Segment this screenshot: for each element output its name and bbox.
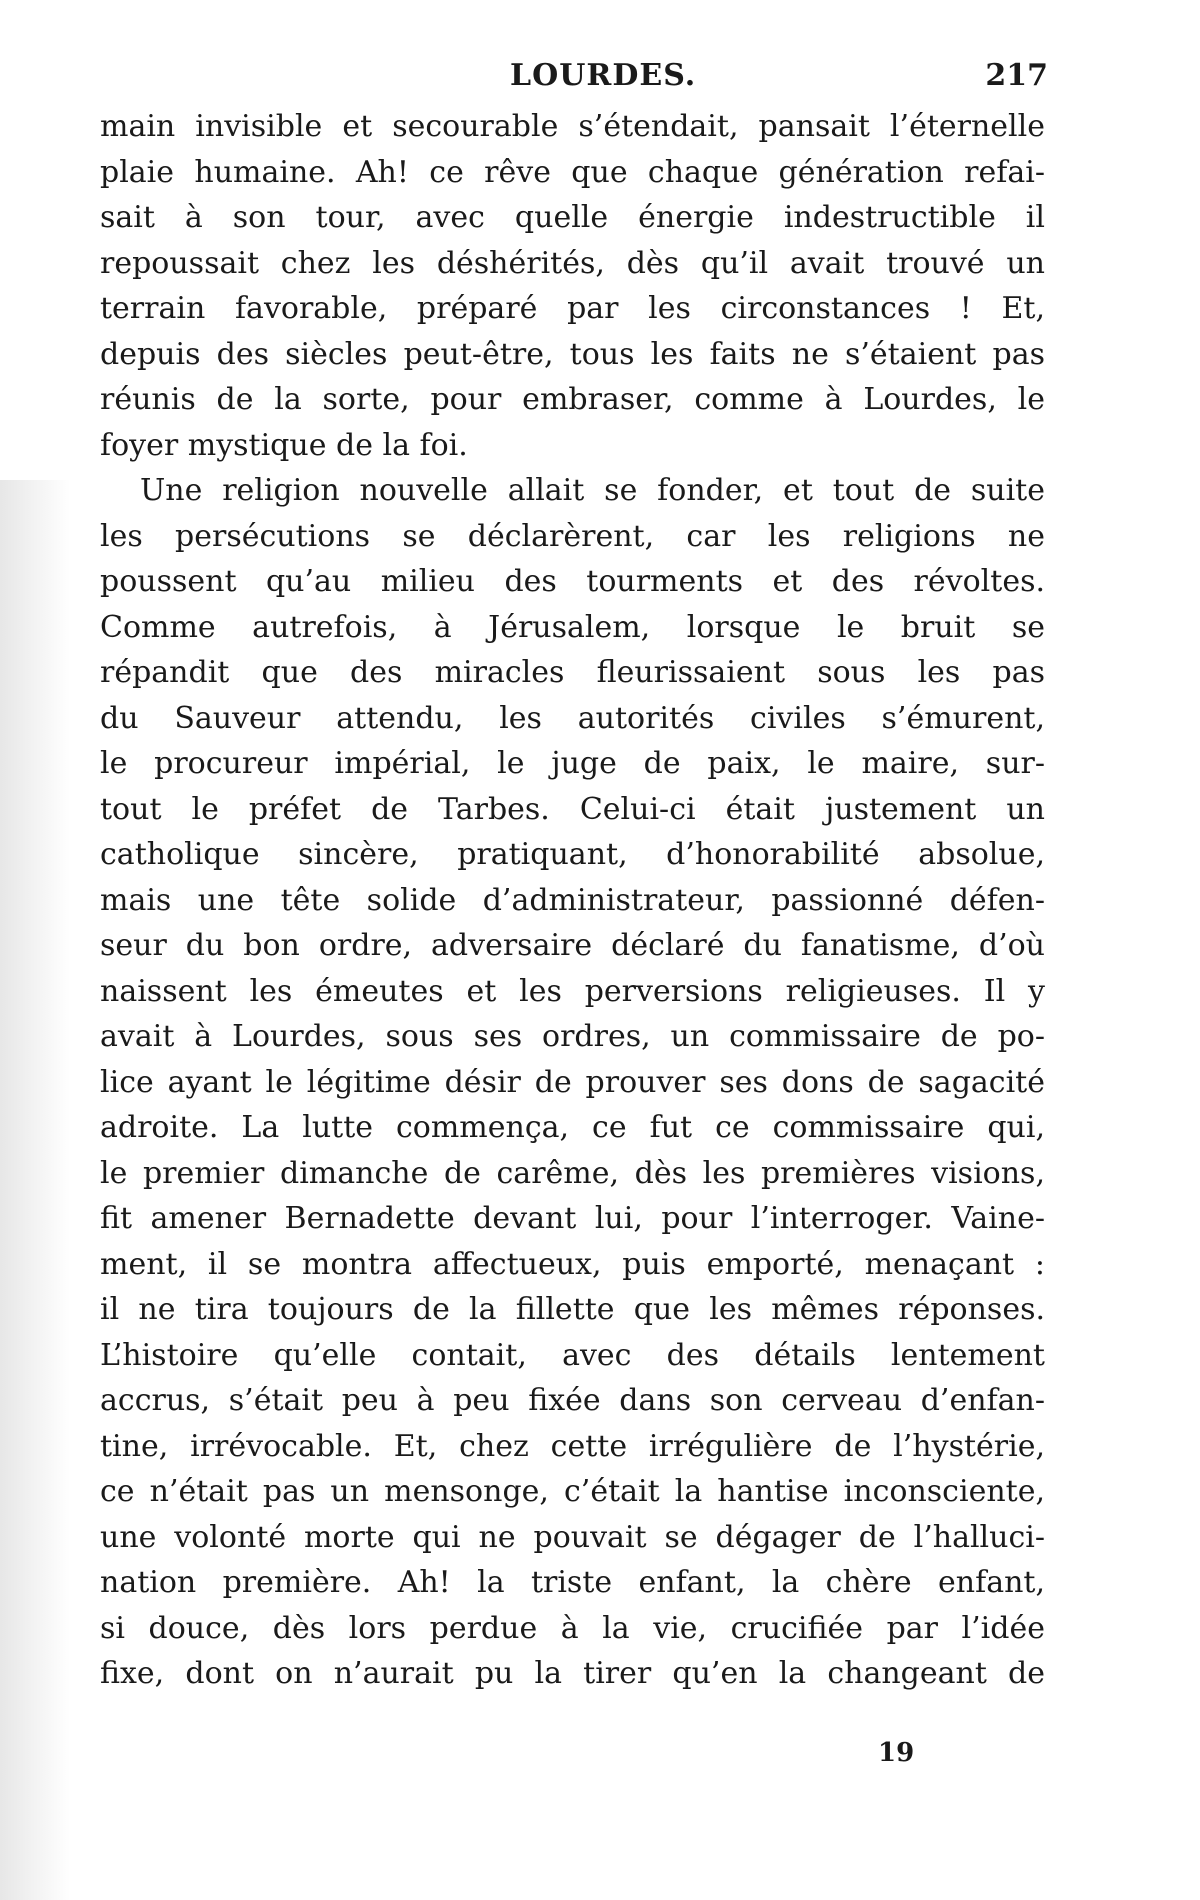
text-line: foyer mystique de la foi.: [100, 427, 468, 463]
text-line: tout le préfet de Tarbes. Celui-ci était justement un: [100, 791, 1045, 827]
text-line: sait à son tour, avec quelle énergie indestructible il: [100, 200, 1045, 235]
text-line: L’histoire qu’elle contait, avec des détails lentement: [100, 1337, 1045, 1373]
text-line: main invisible et secourable s’étendait, pansait l’éternelle: [100, 109, 1045, 144]
text-line: Comme autrefois, à Jérusalem, lorsque le bruit se: [100, 609, 1045, 645]
page-number: 217: [985, 58, 1048, 93]
paragraph: [100, 468, 1045, 1697]
text-line: si douce, dès lors perdue à la vie, crucifiée par l’idée: [100, 1610, 1045, 1646]
text-line: une volonté morte qui ne pouvait se dégager de l’halluci-: [100, 1519, 1045, 1555]
paragraph: [100, 104, 1045, 468]
text-line: tine, irrévocable. Et, chez cette irrégulière de l’hystérie,: [100, 1428, 1045, 1464]
text-line: répandit que des miracles fleurissaient sous les pas: [100, 655, 1045, 690]
text-line: le premier dimanche de carême, dès les premières visions,: [100, 1155, 1045, 1191]
text-line: nation première. Ah! la triste enfant, la chère enfant,: [100, 1565, 1045, 1600]
text-line: réunis de la sorte, pour embraser, comme à Lourdes, le: [100, 382, 1045, 417]
text-line: avait à Lourdes, sous ses ordres, un commissaire de po-: [100, 1019, 1045, 1054]
text-line: poussent qu’au milieu des tourments et des révoltes.: [100, 564, 1045, 599]
text-line: fit amener Bernadette devant lui, pour l’interroger. Vaine-: [100, 1201, 1045, 1236]
text-line: du Sauveur attendu, les autorités civiles s’émurent,: [100, 700, 1045, 736]
body-text: [100, 104, 1045, 1697]
text-line: seur du bon ordre, adversaire déclaré du fanatisme, d’où: [100, 928, 1045, 963]
running-head: [100, 58, 1060, 98]
signature-mark: 19: [878, 1738, 915, 1768]
text-line: le procureur impérial, le juge de paix, le maire, sur-: [100, 746, 1045, 781]
text-line: il ne tira toujours de la fillette que les mêmes réponses.: [100, 1292, 1045, 1327]
text-line: les persécutions se déclarèrent, car les religions ne: [100, 518, 1045, 554]
text-line: plaie humaine. Ah! ce rêve que chaque génération refai-: [100, 154, 1045, 190]
text-line: lice ayant le légitime désir de prouver ses dons de sagacité: [100, 1064, 1045, 1100]
text-line: terrain favorable, préparé par les circonstances ! Et,: [100, 291, 1045, 326]
text-line: ment, il se montra affectueux, puis emporté, menaçant :: [100, 1246, 1045, 1282]
text-line: repoussait chez les déshérités, dès qu’il avait trouvé un: [100, 245, 1045, 281]
text-line: fixe, dont on n’aurait pu la tirer qu’en la changeant de: [100, 1656, 1045, 1691]
text-line: catholique sincère, pratiquant, d’honorabilité absolue,: [100, 837, 1045, 872]
running-title: LOURDES.: [510, 58, 697, 93]
text-line: mais une tête solide d’administrateur, passionné défen-: [100, 882, 1045, 918]
text-line: depuis des siècles peut-être, tous les faits ne s’étaient pas: [100, 336, 1045, 372]
text-line: adroite. La lutte commença, ce fut ce commissaire qui,: [100, 1110, 1045, 1145]
text-line: ce n’était pas un mensonge, c’était la hantise inconsciente,: [100, 1474, 1045, 1509]
text-line: accrus, s’était peu à peu fixée dans son cerveau d’enfan-: [100, 1383, 1045, 1418]
gutter-shadow: [0, 480, 70, 1900]
text-line: naissent les émeutes et les perversions religieuses. Il y: [100, 973, 1045, 1009]
text-line: Une religion nouvelle allait se fonder, et tout de suite: [140, 473, 1045, 508]
